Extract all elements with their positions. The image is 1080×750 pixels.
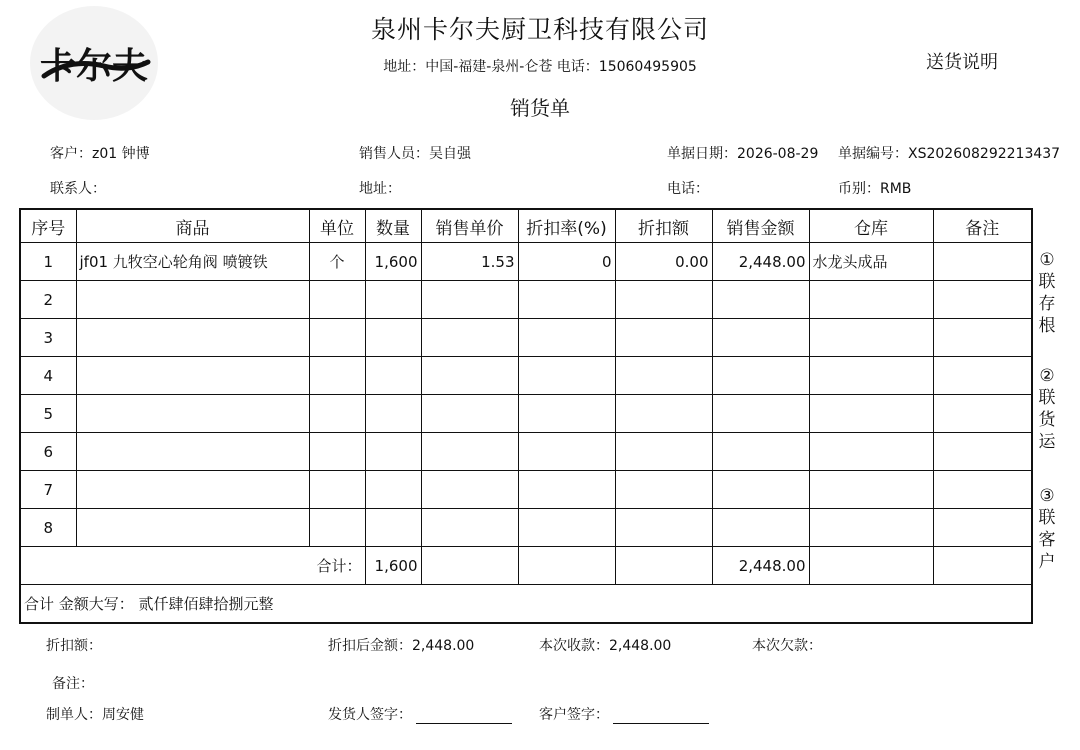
row-unit [309, 281, 365, 319]
header-product: 商品 [76, 209, 309, 243]
row-sales-amount [712, 395, 809, 433]
shipper-signature: 发货人签字： [328, 704, 512, 724]
row-index: 6 [20, 433, 76, 471]
row-product: jf01 九牧空心轮角阀 喷镀铁 [76, 243, 309, 281]
row-discount-rate [518, 509, 615, 547]
header-remarks: 备注 [933, 209, 1032, 243]
amount-in-words: 合计 金额大写： 贰仟肆佰肆拾捌元整 [20, 585, 1032, 624]
row-remarks [933, 395, 1032, 433]
row-unit-price [421, 281, 518, 319]
row-warehouse [809, 357, 933, 395]
row-discount-rate [518, 357, 615, 395]
row-warehouse [809, 509, 933, 547]
row-unit-price [421, 509, 518, 547]
header-quantity: 数量 [365, 209, 421, 243]
row-discount-amount [615, 509, 712, 547]
sales-items-table [19, 208, 1033, 624]
header-unit: 单位 [309, 209, 365, 243]
table-row [20, 357, 1032, 395]
table-header-row [20, 209, 1032, 243]
row-discount-rate [518, 281, 615, 319]
row-remarks [933, 471, 1032, 509]
row-remarks [933, 243, 1032, 281]
copy-label-text: 联 货 运 [1038, 388, 1056, 452]
copy-label-text: 联 存 根 [1038, 272, 1056, 336]
row-discount-rate [518, 471, 615, 509]
row-quantity: 1,600 [365, 243, 421, 281]
row-warehouse [809, 319, 933, 357]
row-unit-price [421, 471, 518, 509]
footer-after-discount: 折扣后金额：2,448.00 [328, 638, 475, 654]
row-remarks [933, 357, 1032, 395]
row-product [76, 281, 309, 319]
row-index: 4 [20, 357, 76, 395]
row-warehouse [809, 395, 933, 433]
row-remarks [933, 433, 1032, 471]
header-unit-price: 销售单价 [421, 209, 518, 243]
table-row [20, 471, 1032, 509]
row-quantity [365, 319, 421, 357]
row-discount-rate [518, 433, 615, 471]
row-product [76, 319, 309, 357]
row-discount-amount [615, 433, 712, 471]
row-discount-amount [615, 281, 712, 319]
row-index: 1 [20, 243, 76, 281]
total-quantity: 1,600 [365, 547, 421, 585]
row-sales-amount [712, 509, 809, 547]
row-discount-amount: 0.00 [615, 243, 712, 281]
row-discount-amount [615, 471, 712, 509]
row-discount-amount [615, 319, 712, 357]
row-warehouse: 水龙头成品 [809, 243, 933, 281]
row-discount-amount [615, 395, 712, 433]
table-row [20, 509, 1032, 547]
row-product [76, 471, 309, 509]
row-quantity [365, 395, 421, 433]
row-quantity [365, 357, 421, 395]
copy-label-customer: ③ 联 客 户 [1036, 485, 1058, 573]
row-unit [309, 471, 365, 509]
row-index: 3 [20, 319, 76, 357]
row-product [76, 357, 309, 395]
row-product [76, 395, 309, 433]
copy-label-stub: ① 联 存 根 [1036, 249, 1058, 337]
row-sales-amount [712, 281, 809, 319]
header-discount-rate: 折扣率(%) [518, 209, 615, 243]
row-unit-price [421, 395, 518, 433]
address-field: 地址： [359, 181, 401, 197]
total-label: 合计： [20, 547, 365, 585]
header-warehouse: 仓库 [809, 209, 933, 243]
table-row [20, 243, 1032, 281]
totals-row [20, 547, 1032, 585]
row-sales-amount: 2,448.00 [712, 243, 809, 281]
table-row [20, 433, 1032, 471]
row-unit [309, 395, 365, 433]
row-sales-amount [712, 433, 809, 471]
row-remarks [933, 319, 1032, 357]
table-row [20, 319, 1032, 357]
company-address: 地址：中国-福建-泉州-仑苍 电话：15060495905 [383, 59, 697, 75]
contact-field: 联系人： [50, 181, 106, 197]
row-warehouse [809, 281, 933, 319]
row-product [76, 433, 309, 471]
header-sales-amount: 销售金额 [712, 209, 809, 243]
row-discount-rate: 0 [518, 243, 615, 281]
phone-field: 电话： [667, 181, 709, 197]
row-sales-amount [712, 319, 809, 357]
table-row [20, 281, 1032, 319]
doc-date-field: 单据日期：2026-08-29 [667, 146, 819, 162]
shipper-signature-line [416, 709, 512, 724]
row-warehouse [809, 433, 933, 471]
copy-label-shipping: ② 联 货 运 [1036, 365, 1058, 453]
row-unit-price [421, 433, 518, 471]
company-name: 泉州卡尔夫厨卫科技有限公司 [370, 15, 709, 44]
row-remarks [933, 281, 1032, 319]
footer-owed: 本次欠款： [752, 638, 822, 654]
row-discount-rate [518, 319, 615, 357]
amount-in-words-row [20, 585, 1032, 624]
copy-label-text: 联 客 户 [1038, 508, 1056, 572]
row-index: 2 [20, 281, 76, 319]
footer-discount: 折扣额： [46, 638, 102, 654]
row-sales-amount [712, 471, 809, 509]
footer-received: 本次收款：2,448.00 [539, 638, 672, 654]
delivery-note-link[interactable]: 送货说明 [926, 52, 998, 73]
row-unit-price [421, 357, 518, 395]
row-unit [309, 433, 365, 471]
row-quantity [365, 509, 421, 547]
row-index: 7 [20, 471, 76, 509]
footer-maker: 制单人：周安健 [46, 707, 144, 723]
logo-text: 卡尔夫 [39, 45, 149, 87]
row-unit-price: 1.53 [421, 243, 518, 281]
row-unit [309, 509, 365, 547]
row-unit [309, 319, 365, 357]
row-unit [309, 357, 365, 395]
row-quantity [365, 471, 421, 509]
row-unit-price [421, 319, 518, 357]
footer-remark: 备注： [52, 676, 94, 692]
doc-number-field: 单据编号：XS202608292213437 [838, 146, 1061, 162]
row-remarks [933, 509, 1032, 547]
row-warehouse [809, 471, 933, 509]
customer-signature: 客户签字： [539, 704, 709, 724]
header-index: 序号 [20, 209, 76, 243]
table-row [20, 395, 1032, 433]
currency-field: 币别：RMB [838, 181, 912, 197]
row-quantity [365, 281, 421, 319]
header-discount-amount: 折扣额 [615, 209, 712, 243]
row-unit: 个 [309, 243, 365, 281]
customer-field: 客户：z01 钟博 [50, 146, 150, 162]
row-index: 5 [20, 395, 76, 433]
document-title: 销货单 [510, 96, 570, 120]
row-quantity [365, 433, 421, 471]
row-index: 8 [20, 509, 76, 547]
row-discount-amount [615, 357, 712, 395]
salesperson-field: 销售人员：吴自强 [359, 146, 471, 162]
customer-signature-line [613, 709, 709, 724]
total-amount: 2,448.00 [712, 547, 809, 585]
row-product [76, 509, 309, 547]
row-discount-rate [518, 395, 615, 433]
row-sales-amount [712, 357, 809, 395]
